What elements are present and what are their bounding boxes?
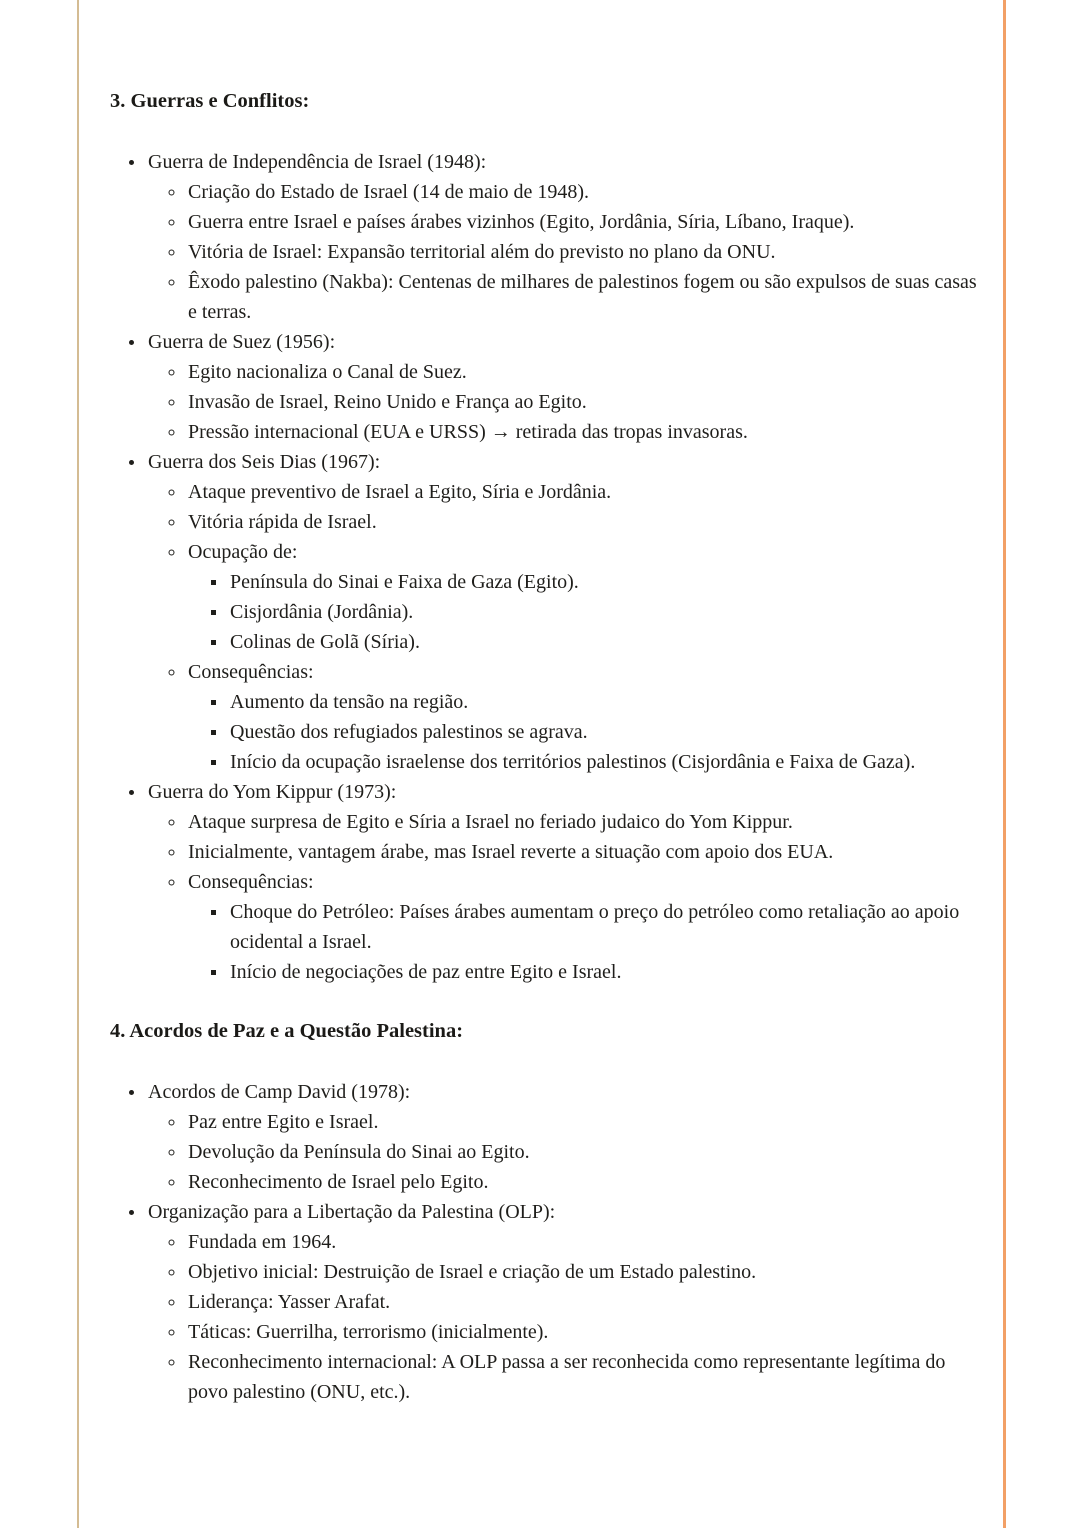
list-item xyxy=(186,837,986,867)
list-item-text: Vitória rápida de Israel. xyxy=(188,511,377,533)
list-item xyxy=(186,237,986,267)
left-page-rule xyxy=(77,0,79,1528)
bullet-list-level-3 xyxy=(188,897,986,987)
list-item xyxy=(186,507,986,537)
bullet-list-level-2 xyxy=(148,1227,986,1407)
list-item xyxy=(186,807,986,837)
list-item-text: Devolução da Península do Sinai ao Egito. xyxy=(188,1141,530,1163)
list-item-text: Guerra entre Israel e países árabes vizinhos (Egito, Jordânia, Síria, Líbano, Iraque). xyxy=(188,211,855,233)
list-item-text: Ataque preventivo de Israel a Egito, Síria e Jordânia. xyxy=(188,481,612,503)
list-item-text: Questão dos refugiados palestinos se agrava. xyxy=(230,721,588,743)
list-item-text: Fundada em 1964. xyxy=(188,1231,337,1253)
right-page-rule xyxy=(1003,0,1006,1528)
list-item xyxy=(186,1107,986,1137)
list-item-text: Consequências: xyxy=(188,661,314,683)
list-item-text: Êxodo palestino (Nakba): Centenas de milhares de palestinos fogem ou são expulsos de suas casas e terras. xyxy=(188,271,977,323)
list-item-text: Inicialmente, vantagem árabe, mas Israel reverte a situação com apoio dos EUA. xyxy=(188,841,834,863)
list-item-text: Ocupação de: xyxy=(188,541,298,563)
list-item xyxy=(146,327,986,447)
list-item-text: Aumento da tensão na região. xyxy=(230,691,469,713)
list-item-text: Acordos de Camp David (1978): xyxy=(148,1081,411,1103)
list-item xyxy=(228,717,986,747)
list-item xyxy=(228,597,986,627)
list-item xyxy=(186,477,986,507)
list-item-text: Reconhecimento internacional: A OLP passa a ser reconhecida como representante legítima do povo palestino (ONU, etc.). xyxy=(188,1351,946,1403)
list-item-text: Táticas: Guerrilha, terrorismo (inicialmente). xyxy=(188,1321,549,1343)
list-item-text: Ataque surpresa de Egito e Síria a Israel no feriado judaico do Yom Kippur. xyxy=(188,811,793,833)
list-item xyxy=(228,687,986,717)
list-item xyxy=(186,867,986,987)
list-item-text: Guerra dos Seis Dias (1967): xyxy=(148,451,381,473)
bullet-list-level-2 xyxy=(148,177,986,327)
list-item xyxy=(146,147,986,327)
bullet-list-level-1 xyxy=(110,1077,986,1407)
list-item-text: Paz entre Egito e Israel. xyxy=(188,1111,379,1133)
list-item xyxy=(186,177,986,207)
list-item xyxy=(186,1317,986,1347)
list-item-text: Guerra de Suez (1956): xyxy=(148,331,336,353)
list-item-text: Objetivo inicial: Destruição de Israel e criação de um Estado palestino. xyxy=(188,1261,757,1283)
list-item xyxy=(186,657,986,777)
list-item xyxy=(146,1077,986,1197)
list-item xyxy=(186,267,986,327)
section xyxy=(110,86,986,987)
list-item-text: Consequências: xyxy=(188,871,314,893)
list-item-text: Liderança: Yasser Arafat. xyxy=(188,1291,391,1313)
list-item-text: Criação do Estado de Israel (14 de maio de 1948). xyxy=(188,181,589,203)
list-item-text: Guerra do Yom Kippur (1973): xyxy=(148,781,397,803)
list-item xyxy=(228,897,986,957)
list-item xyxy=(146,447,986,777)
bullet-list-level-2 xyxy=(148,1107,986,1197)
list-item xyxy=(186,1287,986,1317)
list-item-text: Invasão de Israel, Reino Unido e França ao Egito. xyxy=(188,391,587,413)
list-item xyxy=(228,747,986,777)
document-content xyxy=(110,86,986,1436)
list-item xyxy=(186,207,986,237)
list-item-text: Península do Sinai e Faixa de Gaza (Egito). xyxy=(230,571,579,593)
list-item xyxy=(186,1257,986,1287)
list-item-text: Colinas de Golã (Síria). xyxy=(230,631,420,653)
list-item xyxy=(186,387,986,417)
list-item xyxy=(146,1197,986,1407)
section xyxy=(110,1016,986,1407)
bullet-list-level-2 xyxy=(148,357,986,447)
list-item-text: Pressão internacional (EUA e URSS) → retirada das tropas invasoras. xyxy=(188,421,748,443)
list-item xyxy=(228,957,986,987)
list-item xyxy=(186,1137,986,1167)
list-item xyxy=(186,417,986,447)
list-item xyxy=(186,1167,986,1197)
bullet-list-level-3 xyxy=(188,687,986,777)
list-item xyxy=(228,627,986,657)
list-item xyxy=(186,1347,986,1407)
list-item-text: Guerra de Independência de Israel (1948): xyxy=(148,151,487,173)
section-heading: 3. Guerras e Conflitos: xyxy=(110,90,310,112)
section-heading: 4. Acordos de Paz e a Questão Palestina: xyxy=(110,1020,464,1042)
list-item-text: Início de negociações de paz entre Egito e Israel. xyxy=(230,961,622,983)
bullet-list-level-3 xyxy=(188,567,986,657)
bullet-list-level-2 xyxy=(148,807,986,987)
list-item-text: Choque do Petróleo: Países árabes aumentam o preço do petróleo como retaliação ao apoio ocidental a Israel. xyxy=(230,901,960,953)
list-item xyxy=(186,357,986,387)
list-item xyxy=(186,1227,986,1257)
list-item xyxy=(186,537,986,657)
list-item xyxy=(146,777,986,987)
list-item-text: Organização para a Libertação da Palestina (OLP): xyxy=(148,1201,556,1223)
bullet-list-level-2 xyxy=(148,477,986,777)
list-item-text: Cisjordânia (Jordânia). xyxy=(230,601,414,623)
list-item-text: Egito nacionaliza o Canal de Suez. xyxy=(188,361,467,383)
bullet-list-level-1 xyxy=(110,147,986,987)
list-item-text: Vitória de Israel: Expansão territorial além do previsto no plano da ONU. xyxy=(188,241,776,263)
list-item xyxy=(228,567,986,597)
list-item-text: Início da ocupação israelense dos territórios palestinos (Cisjordânia e Faixa de Gaza). xyxy=(230,751,916,773)
list-item-text: Reconhecimento de Israel pelo Egito. xyxy=(188,1171,489,1193)
